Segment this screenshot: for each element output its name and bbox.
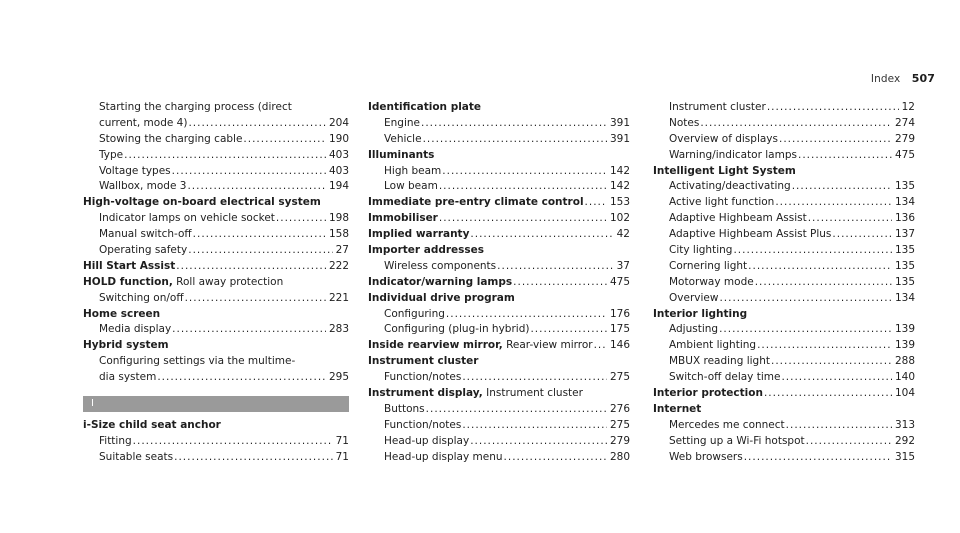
page-ref: 280 xyxy=(609,450,630,463)
page-ref: 279 xyxy=(609,434,630,447)
index-subentry xyxy=(83,211,349,227)
index-subentry xyxy=(653,195,915,211)
entry-text: Notes xyxy=(669,116,700,129)
page-ref: 135 xyxy=(894,180,915,193)
heading-text: High-voltage on-board electrical system xyxy=(83,196,321,209)
index-entry xyxy=(83,195,349,259)
page-ref: 275 xyxy=(609,418,630,431)
index-subentry xyxy=(653,179,915,195)
dot-leader xyxy=(172,164,326,180)
entry-text: Buttons xyxy=(384,402,425,415)
page-ref: 136 xyxy=(894,212,915,225)
heading-text: Illuminants xyxy=(368,148,435,161)
index-subentry xyxy=(653,450,915,466)
page-ref: 135 xyxy=(894,275,915,288)
entry-text: Engine xyxy=(384,116,420,129)
dot-leader xyxy=(462,370,607,386)
entry-text: Configuring (plug-in hybrid) xyxy=(384,323,530,336)
page-ref: 391 xyxy=(609,116,630,129)
page-ref: 391 xyxy=(609,132,630,145)
entry-text: Head-up display xyxy=(384,434,470,447)
entry-heading xyxy=(83,259,175,275)
entry-text: Wallbox, mode 3 xyxy=(99,180,187,193)
heading-text: Implied warranty xyxy=(368,228,470,241)
index-heading xyxy=(368,275,630,291)
index-subentry xyxy=(653,418,915,434)
entry-text: Media display xyxy=(99,323,172,336)
index-subentry xyxy=(83,227,349,243)
index-entry xyxy=(368,386,630,465)
dot-leader xyxy=(187,179,326,195)
page-ref: 27 xyxy=(335,244,349,257)
page-ref: 190 xyxy=(328,132,349,145)
dot-leader xyxy=(421,116,607,132)
page-ref: 142 xyxy=(609,164,630,177)
index-entry xyxy=(83,100,349,195)
heading-text: Indicator/warning lamps xyxy=(368,275,513,288)
heading-text: i-Size child seat anchor xyxy=(83,419,221,432)
entry-text: Active light function xyxy=(669,196,775,209)
index-heading xyxy=(368,291,630,307)
index-heading xyxy=(83,307,349,323)
index-entry xyxy=(368,243,630,275)
index-entry xyxy=(368,211,630,227)
entry-text: Mercedes me connect xyxy=(669,418,785,431)
entry-text: Overview of displays xyxy=(669,132,778,145)
entry-text: Instrument cluster xyxy=(669,101,766,113)
page-ref: 137 xyxy=(894,228,915,241)
entry-heading xyxy=(368,338,593,354)
index-entry xyxy=(83,259,349,275)
entry-text: Operating safety xyxy=(99,244,188,257)
index-subentry xyxy=(83,434,349,450)
index-subentry xyxy=(83,322,349,338)
index-heading xyxy=(368,338,630,354)
dot-leader xyxy=(470,227,613,243)
page-ref: 142 xyxy=(609,180,630,193)
cross-reference: Instrument cluster xyxy=(486,387,583,400)
dot-leader xyxy=(462,418,607,434)
dot-leader xyxy=(775,195,892,211)
page-ref: 37 xyxy=(616,259,630,272)
page-ref: 140 xyxy=(894,371,915,384)
page-ref: 283 xyxy=(328,323,349,336)
index-subentry xyxy=(368,418,630,434)
entry-heading xyxy=(83,338,169,354)
dot-leader xyxy=(719,322,892,338)
index-heading xyxy=(83,275,349,291)
index-subentry xyxy=(653,132,915,148)
index-subentry xyxy=(83,132,349,148)
entry-heading xyxy=(368,354,478,370)
page-ref: 313 xyxy=(894,418,915,431)
dot-leader xyxy=(172,322,326,338)
index-heading xyxy=(653,164,915,180)
entry-text: City lighting xyxy=(669,244,733,257)
entry-heading xyxy=(368,195,584,211)
heading-text: Individual drive program xyxy=(368,291,515,304)
entry-text: Head-up display menu xyxy=(384,450,503,463)
dot-leader xyxy=(276,211,326,227)
index-subentry xyxy=(83,116,349,132)
page-ref: 176 xyxy=(609,307,630,320)
heading-text: Hybrid system xyxy=(83,339,169,352)
page-ref: 274 xyxy=(894,116,915,129)
entry-text: Stowing the charging cable xyxy=(99,132,243,145)
page-ref: 276 xyxy=(609,402,630,415)
col3-entries xyxy=(653,100,915,465)
index-entry xyxy=(368,338,630,354)
cross-reference: Rear-view mirror xyxy=(506,339,593,352)
dot-leader xyxy=(771,354,892,370)
dot-leader xyxy=(446,307,607,323)
entry-text: MBUX reading light xyxy=(669,355,770,368)
page-ref: 221 xyxy=(328,291,349,304)
index-subentry xyxy=(653,116,915,132)
entry-heading xyxy=(83,195,321,211)
heading-text: Identification plate xyxy=(368,101,482,113)
page-ref: 12 xyxy=(901,101,915,113)
dot-leader xyxy=(594,338,607,354)
index-subentry xyxy=(83,148,349,164)
index-entry xyxy=(368,354,630,386)
dot-leader xyxy=(497,259,613,275)
index-heading xyxy=(368,211,630,227)
dot-leader xyxy=(792,179,892,195)
entry-heading xyxy=(653,307,747,323)
entry-text: Wireless components xyxy=(384,259,497,272)
index-entry xyxy=(368,275,630,291)
page-ref: 146 xyxy=(609,339,630,352)
dot-leader xyxy=(504,450,607,466)
entry-text: Manual switch-off xyxy=(99,228,192,241)
dot-leader xyxy=(124,148,326,164)
index-entry xyxy=(653,402,915,466)
index-entry xyxy=(368,291,630,339)
entry-text: Switching on/off xyxy=(99,291,184,304)
page-ref: 139 xyxy=(894,339,915,352)
page-header xyxy=(871,72,935,85)
page-ref: 135 xyxy=(894,244,915,257)
dot-leader xyxy=(513,275,607,291)
dot-leader xyxy=(193,227,326,243)
page-ref: 198 xyxy=(328,212,349,225)
entry-text: High beam xyxy=(384,164,442,177)
dot-leader xyxy=(188,243,332,259)
entry-heading xyxy=(368,100,481,116)
index-heading xyxy=(368,227,630,243)
dot-leader xyxy=(764,386,892,402)
page-ref: 295 xyxy=(328,371,349,384)
entry-heading xyxy=(368,386,583,402)
heading-text: Interior protection xyxy=(653,387,763,400)
heading-text: Home screen xyxy=(83,307,161,320)
index-subentry xyxy=(83,450,349,466)
index-heading xyxy=(368,100,630,116)
entry-text: Configuring xyxy=(384,307,445,320)
cross-reference: Roll away protection xyxy=(176,275,284,288)
index-subentry xyxy=(368,259,630,275)
dot-leader xyxy=(470,434,607,450)
index-subentry xyxy=(653,100,915,116)
entry-text: Low beam xyxy=(384,180,438,193)
index-heading xyxy=(83,338,349,354)
dot-leader xyxy=(243,132,326,148)
dot-leader xyxy=(423,132,607,148)
index-subentry xyxy=(368,179,630,195)
index-subentry xyxy=(83,243,349,259)
page-ref: 204 xyxy=(328,116,349,129)
header-index-label: Index xyxy=(870,73,901,85)
entry-text: Configuring settings via the multime- xyxy=(99,355,296,368)
page-ref: 158 xyxy=(328,228,349,241)
index-heading xyxy=(368,243,630,259)
index-heading xyxy=(83,259,349,275)
entry-heading xyxy=(83,418,221,434)
page-ref: 153 xyxy=(609,196,630,209)
page-ref: 194 xyxy=(328,180,349,193)
index-subentry xyxy=(368,450,630,466)
index-subentry xyxy=(653,322,915,338)
page-ref: 134 xyxy=(894,291,915,304)
entry-heading xyxy=(653,402,701,418)
entry-text: dia system xyxy=(99,371,157,384)
page-ref: 475 xyxy=(894,148,915,161)
index-subentry xyxy=(83,179,349,195)
dot-leader xyxy=(744,450,892,466)
page-ref: 134 xyxy=(894,196,915,209)
dot-leader xyxy=(185,291,326,307)
index-subentry xyxy=(653,434,915,450)
heading-text: Hill Start Assist xyxy=(83,259,176,272)
heading-text: Inside rearview mirror, xyxy=(368,339,503,352)
entry-text: Type xyxy=(99,148,124,161)
index-heading xyxy=(83,418,349,434)
index-heading xyxy=(653,386,915,402)
entry-text: Activating/deactivating xyxy=(669,180,791,193)
page-ref: 475 xyxy=(609,275,630,288)
index-subentry xyxy=(653,291,915,307)
dot-leader xyxy=(442,164,607,180)
dot-leader xyxy=(157,370,326,386)
entry-text: Warning/indicator lamps xyxy=(669,148,797,161)
index-subentry xyxy=(368,434,630,450)
heading-text: Importer addresses xyxy=(368,244,485,257)
page-ref: 315 xyxy=(894,450,915,463)
entry-text: Suitable seats xyxy=(99,450,174,463)
entry-heading xyxy=(368,243,484,259)
entry-text: Switch-off delay time xyxy=(669,371,781,384)
dot-leader xyxy=(439,211,607,227)
dot-leader xyxy=(426,402,607,418)
index-heading xyxy=(653,307,915,323)
entry-text: Setting up a Wi-Fi hotspot xyxy=(669,434,805,447)
entry-heading xyxy=(368,227,469,243)
page-ref: 288 xyxy=(894,355,915,368)
index-entry xyxy=(368,100,630,148)
heading-text: Immobiliser xyxy=(368,212,438,225)
index-subentry xyxy=(653,243,915,259)
dot-leader xyxy=(832,227,892,243)
index-heading xyxy=(368,354,630,370)
dot-leader xyxy=(733,243,892,259)
dot-leader xyxy=(585,195,607,211)
index-subentry xyxy=(653,338,915,354)
index-subentry xyxy=(368,307,630,323)
entry-text: Cornering light xyxy=(669,259,748,272)
heading-text: Interior lighting xyxy=(653,307,748,320)
index-subentry xyxy=(653,227,915,243)
index-entry xyxy=(83,307,349,339)
page-ref: 292 xyxy=(894,434,915,447)
entry-heading xyxy=(653,386,763,402)
entry-text: Ambient lighting xyxy=(669,339,757,352)
page-ref: 222 xyxy=(328,259,349,272)
index-heading xyxy=(368,195,630,211)
heading-text: HOLD function, xyxy=(83,275,173,288)
page-ref: 279 xyxy=(894,132,915,145)
index-subentry xyxy=(368,132,630,148)
entry-heading xyxy=(368,275,512,291)
entry-text: Fitting xyxy=(99,434,132,447)
col2-entries xyxy=(368,100,630,465)
dot-leader xyxy=(176,259,326,275)
section-letter: I xyxy=(91,398,94,410)
dot-leader xyxy=(808,211,892,227)
index-entry xyxy=(653,307,915,386)
heading-text: Immediate pre-entry climate control xyxy=(368,196,584,209)
index-subentry xyxy=(368,322,630,338)
index-entry xyxy=(368,148,630,196)
dot-leader xyxy=(748,259,892,275)
index-subentry xyxy=(653,259,915,275)
heading-text: Internet xyxy=(653,402,702,415)
index-subentry xyxy=(83,291,349,307)
entry-heading xyxy=(653,164,796,180)
index-entry xyxy=(368,227,630,243)
index-subentry xyxy=(83,164,349,180)
dot-leader xyxy=(806,434,892,450)
page-ref: 102 xyxy=(609,212,630,225)
dot-leader xyxy=(786,418,892,434)
page-number: 507 xyxy=(911,72,935,85)
index-entry xyxy=(83,275,349,307)
index-subentry xyxy=(653,148,915,164)
entry-text: Vehicle xyxy=(384,132,422,145)
entry-heading xyxy=(368,211,438,227)
index-subentry xyxy=(653,370,915,386)
entry-text: Adaptive Highbeam Assist xyxy=(669,212,807,225)
dot-leader xyxy=(798,148,892,164)
index-subentry xyxy=(368,164,630,180)
page-ref: 139 xyxy=(894,323,915,336)
index-subentry xyxy=(368,370,630,386)
entry-text: Indicator lamps on vehicle socket xyxy=(99,212,275,225)
dot-leader xyxy=(781,370,892,386)
index-subentry xyxy=(653,275,915,291)
dot-leader xyxy=(439,179,607,195)
heading-text: Instrument display, xyxy=(368,387,483,400)
entry-heading xyxy=(83,307,160,323)
entry-heading xyxy=(368,148,434,164)
dot-leader xyxy=(174,450,333,466)
page-ref: 275 xyxy=(609,371,630,384)
heading-text: Intelligent Light System xyxy=(653,164,796,177)
dot-leader xyxy=(133,434,333,450)
page-ref: 71 xyxy=(335,450,349,463)
entry-text: Voltage types xyxy=(99,164,171,177)
dot-leader xyxy=(779,132,892,148)
page-ref: 42 xyxy=(616,228,630,241)
page-ref: 104 xyxy=(894,387,915,400)
entry-text: Motorway mode xyxy=(669,275,754,288)
dot-leader xyxy=(700,116,892,132)
index-subentry xyxy=(368,402,630,418)
index-heading xyxy=(83,195,349,211)
index-subentry xyxy=(368,116,630,132)
heading-text: Instrument cluster xyxy=(368,355,479,368)
entry-text: Web browsers xyxy=(669,450,743,463)
index-entry xyxy=(653,164,915,307)
dot-leader xyxy=(530,322,606,338)
index-subentry xyxy=(653,354,915,370)
index-subentry xyxy=(83,370,349,386)
section-letter-bar xyxy=(83,396,349,412)
dot-leader xyxy=(719,291,892,307)
page-ref: 71 xyxy=(335,434,349,447)
entry-text: Starting the charging process (direct xyxy=(99,101,292,113)
dot-leader xyxy=(767,100,899,116)
index-subentry xyxy=(83,100,349,116)
entry-text: Adaptive Highbeam Assist Plus xyxy=(669,228,832,241)
index-entry xyxy=(83,338,349,386)
col1-bottom-entries xyxy=(83,418,349,466)
entry-text: Adjusting xyxy=(669,323,719,336)
entry-text: Function/notes xyxy=(384,371,462,384)
index-column-2 xyxy=(368,100,630,465)
page-ref: 135 xyxy=(894,259,915,272)
index-heading xyxy=(368,148,630,164)
index-column-3 xyxy=(653,100,915,465)
page-ref: 175 xyxy=(609,323,630,336)
index-subentry xyxy=(653,211,915,227)
entry-heading xyxy=(368,291,515,307)
entry-text: Overview xyxy=(669,291,719,304)
index-entry xyxy=(653,100,915,164)
index-entry xyxy=(83,418,349,466)
page-ref: 403 xyxy=(328,164,349,177)
index-subentry xyxy=(83,354,349,370)
entry-heading xyxy=(83,275,283,291)
dot-leader xyxy=(188,116,326,132)
dot-leader xyxy=(757,338,892,354)
index-entry xyxy=(653,386,915,402)
index-heading xyxy=(368,386,630,402)
entry-text: Function/notes xyxy=(384,418,462,431)
index-entry xyxy=(368,195,630,211)
index-column-1 xyxy=(83,100,349,466)
page-ref: 403 xyxy=(328,148,349,161)
dot-leader xyxy=(755,275,892,291)
index-heading xyxy=(653,402,915,418)
col1-top-entries xyxy=(83,100,349,386)
entry-text: current, mode 4) xyxy=(99,116,188,129)
